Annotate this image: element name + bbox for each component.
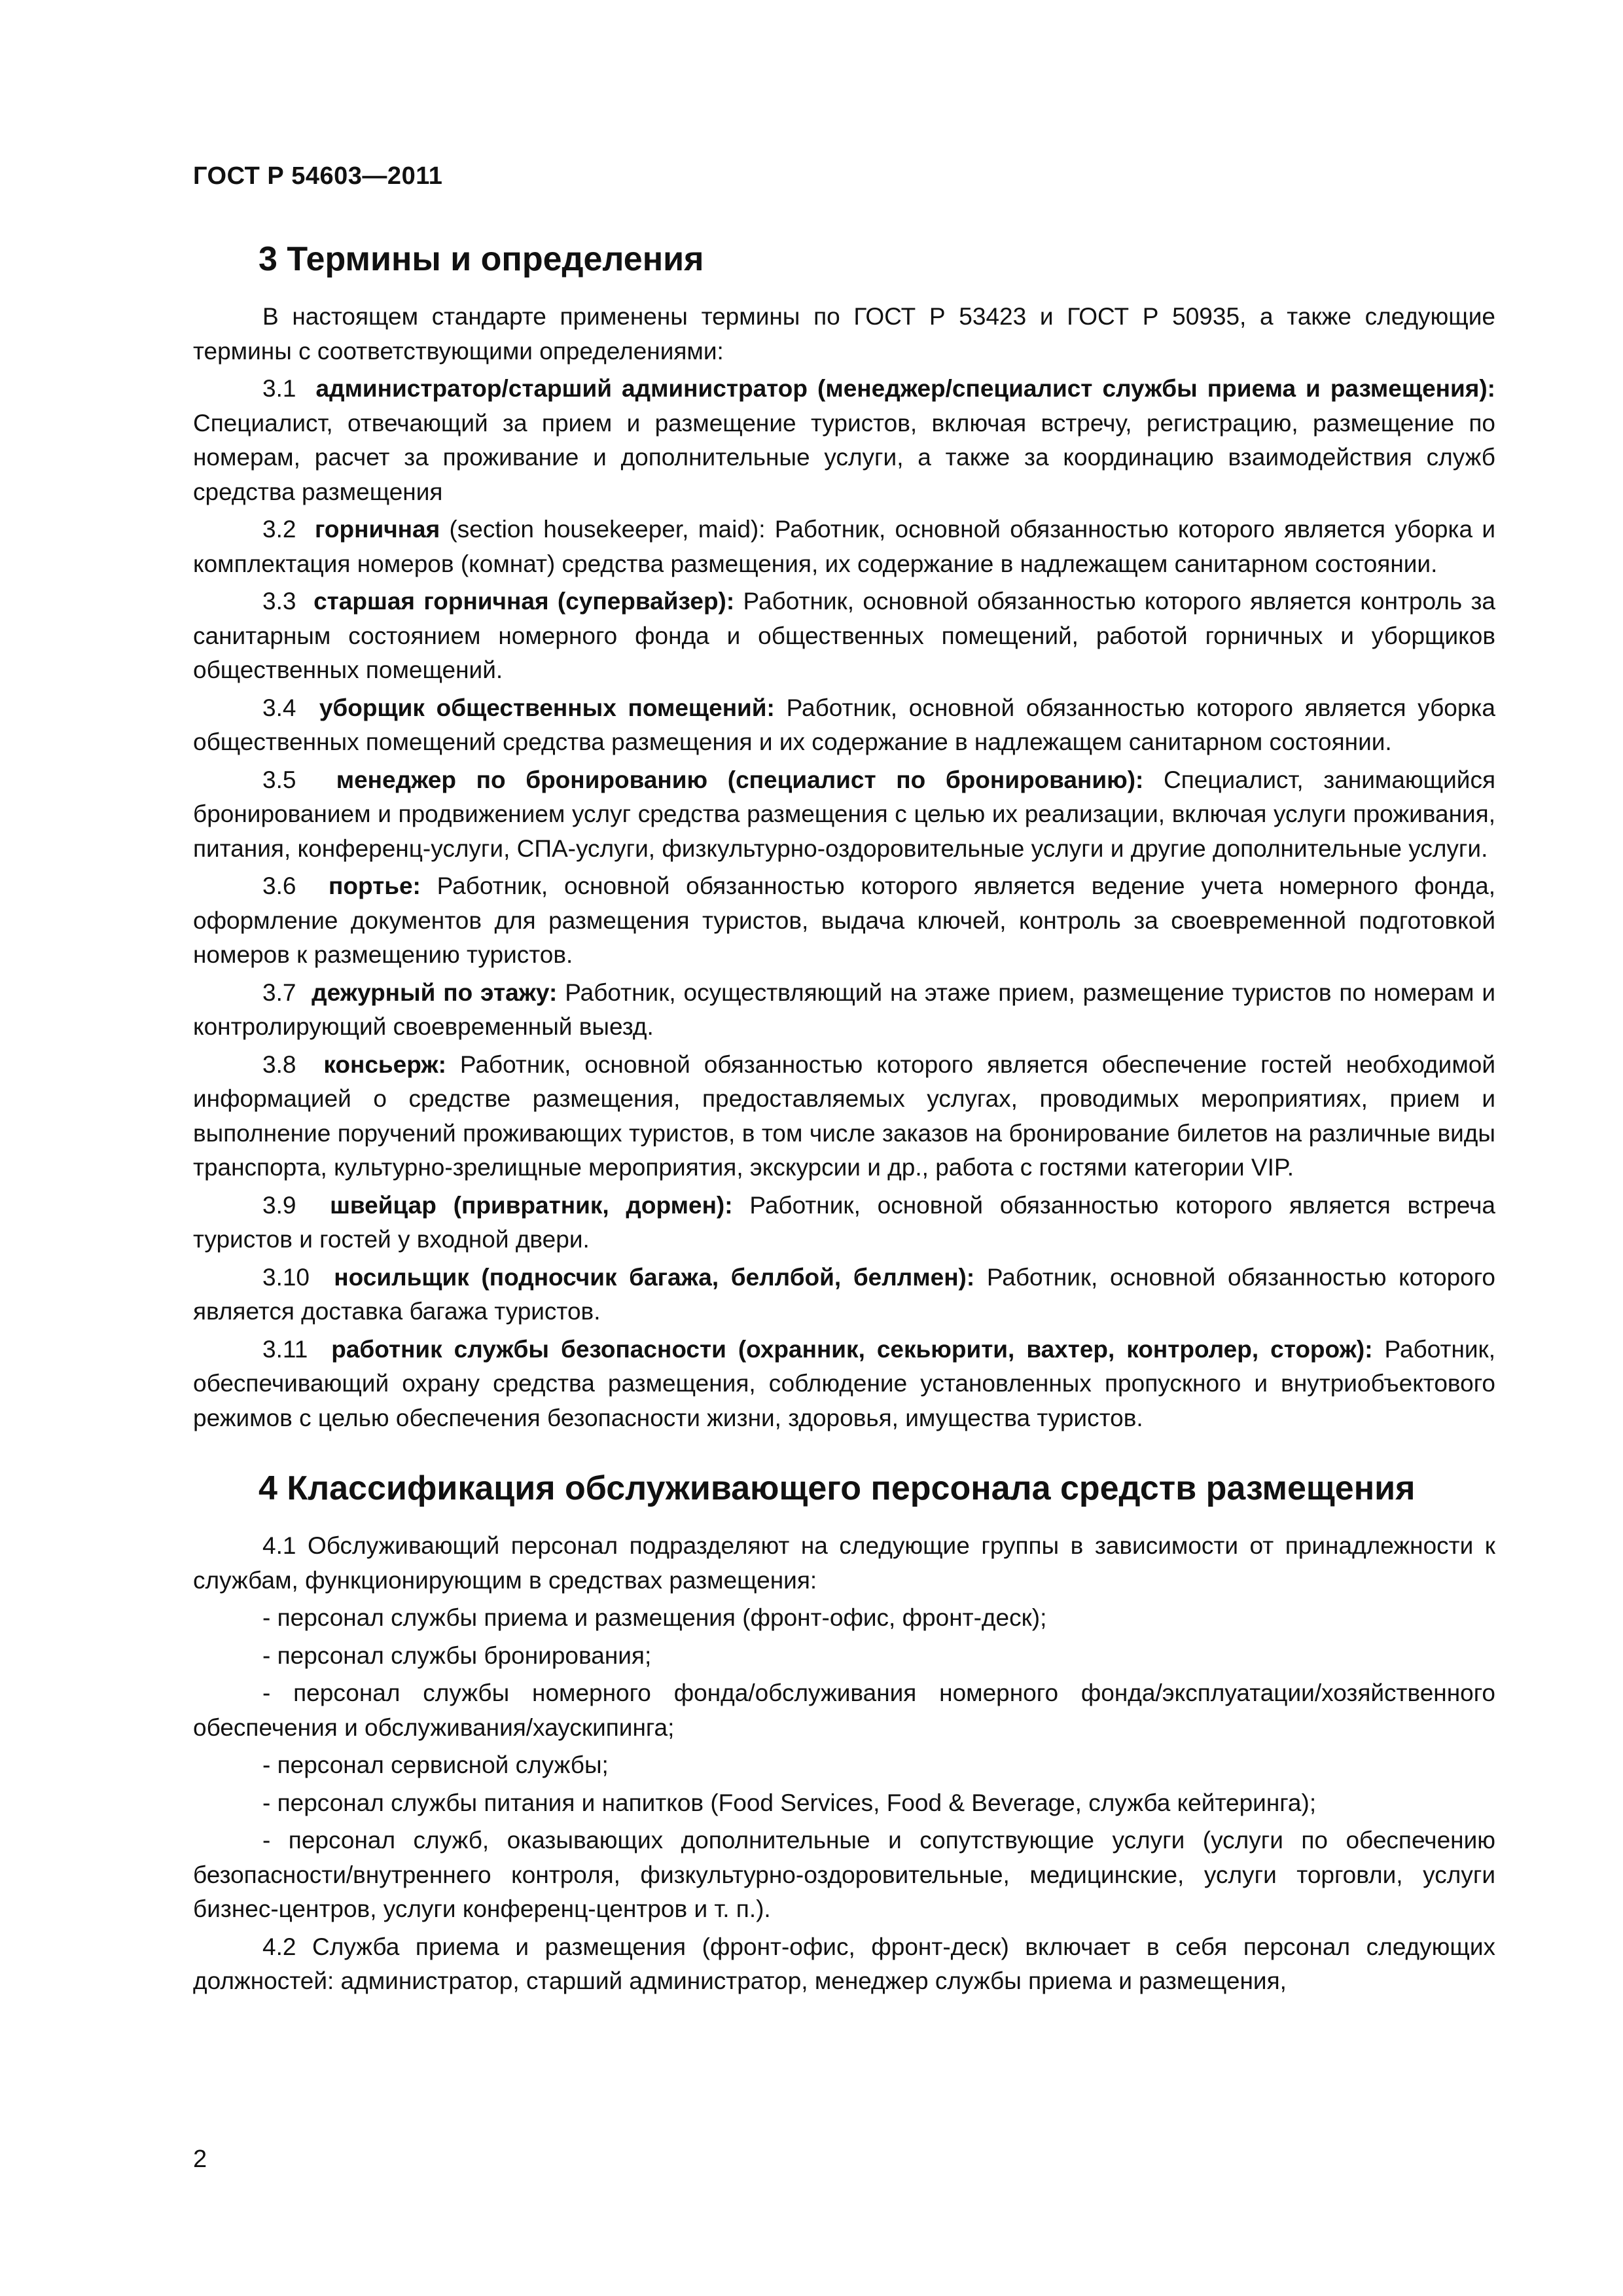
term-text: Работник, основной обязанностью которого является уборка общественных помещений средства размещения и их содержание в надлежащем санитарном состоянии. xyxy=(193,694,1496,755)
term-definition xyxy=(193,584,1495,688)
page-number: 2 xyxy=(193,2145,207,2173)
term-definition xyxy=(193,1261,1495,1329)
section-4-title: 4 Классификация обслуживающего персонала средств размещения xyxy=(259,1469,1416,1507)
term-text: Работник, осуществляющий на этаже прием, размещение туристов по номерам и контролирующий своевременный выезд. xyxy=(193,978,1495,1040)
term-text: Специалист, отвечающий за прием и размещение туристов, включая встречу, регистрацию, размещение по номерам, расчет за проживание и дополнительные услуги, а также за координацию взаимодействия служб средства размещения xyxy=(193,409,1495,505)
term-text: Работник, основной обязанностью которого является встреча туристов и гостей у входной двери. xyxy=(193,1191,1496,1253)
term-number: 3.10 xyxy=(262,1263,310,1291)
section-3-intro: В настоящем стандарте применены термины по ГОСТ Р 53423 и ГОСТ Р 50935, а также следующие термины с соответствующими определениями: xyxy=(193,303,1495,365)
term-text: Работник, основной обязанностью которого является контроль за санитарным состоянием номерного фонда и общественных помещений, работой горничных и уборщиков общественных помещений. xyxy=(193,588,1495,683)
list-item: - персонал службы питания и напитков (Food Services, Food & Beverage, служба кейтеринга); xyxy=(262,1789,1317,1816)
clause-4-2: 4.2 Служба приема и размещения (фронт-офис, фронт-деск) включает в себя персонал следующих должностей: администратор, старший администратор, менеджер службы приема и размещения, xyxy=(193,1933,1495,1994)
term-name: консьерж: xyxy=(323,1050,446,1078)
staff-groups-list xyxy=(193,1601,1495,1927)
term-text: Работник, основной обязанностью которого является доставка багажа туристов. xyxy=(193,1263,1495,1325)
term-number: 3.2 xyxy=(262,516,296,543)
term-name: носильщик (подносчик багажа, беллбой, беллмен): xyxy=(334,1263,975,1291)
list-item: - персонал службы номерного фонда/обслуживания номерного фонда/эксплуатации/хозяйственного обеспечения и обслуживания/хаускипинга; xyxy=(193,1679,1495,1741)
term-text: Работник, основной обязанностью которого является обеспечение гостей необходимой информацией о средстве размещения, предоставляемых услугах, проводимых мероприятиях, прием и выполнение поручений проживающих туристов, в том числе заказов на бронирование билетов на различные виды транспорта, культурно-зрелищные мероприятия, экскурсии и др., работа с гостями категории VIP. xyxy=(193,1050,1496,1181)
term-text: Работник, обеспечивающий охрану средства размещения, соблюдение установленных пропускного и внутриобъектового режимов с целью обеспечения безопасности жизни, здоровья, имущества туристов. xyxy=(193,1335,1496,1431)
section-spacer xyxy=(193,1439,1495,1465)
list-item: - персонал служб, оказывающих дополнительные и сопутствующие услуги (услуги по обеспечению безопасности/внутреннего контроля, физкультурно-оздоровительные, медицинские, услуги торговли, услуги бизнес-центров, услуги конференц-центров и т. п.). xyxy=(193,1827,1495,1922)
term-number: 3.1 xyxy=(262,375,296,402)
term-name: администратор/старший администратор (менеджер/специалист службы приема и размещения): xyxy=(315,375,1496,402)
list-item: - персонал службы приема и размещения (фронт-офис, фронт-деск); xyxy=(262,1604,1047,1631)
term-name: уборщик общественных помещений: xyxy=(319,694,775,721)
term-definition xyxy=(193,512,1495,581)
term-number: 3.5 xyxy=(262,766,296,793)
term-text: Специалист, занимающийся бронированием и продвижением услуг средства размещения с целью их реализации, включая услуги проживания, питания, конференц-услуги, СПА-услуги, физкультурно-оздоровительные услуги и другие дополнительные услуги. xyxy=(193,766,1495,862)
term-name: менеджер по бронированию (специалист по бронированию): xyxy=(336,766,1144,793)
term-name: старшая горничная (супервайзер): xyxy=(313,588,735,615)
term-name: работник службы безопасности (охранник, секьюрити, вахтер, контролер, сторож): xyxy=(331,1335,1373,1363)
term-name: швейцар (привратник, дормен): xyxy=(330,1191,733,1219)
term-number: 3.4 xyxy=(262,694,296,721)
list-item: - персонал сервисной службы; xyxy=(262,1751,609,1778)
term-number: 3.8 xyxy=(262,1050,296,1078)
clause-4-1: 4.1 Обслуживающий персонал подразделяют на следующие группы в зависимости от принадлежности к службам, функционирующим в средствах размещения: xyxy=(193,1532,1495,1594)
term-definition xyxy=(193,869,1495,973)
term-name: горничная xyxy=(314,516,440,543)
term-number: 3.9 xyxy=(262,1191,296,1219)
terms-list xyxy=(193,372,1495,1435)
term-definition xyxy=(193,1189,1495,1257)
term-number: 3.3 xyxy=(262,588,296,615)
term-name: портье: xyxy=(329,872,421,899)
term-text: Работник, основной обязанностью которого является ведение учета номерного фонда, оформление документов для размещения туристов, выдача ключей, контроль за своевременной подготовкой номеров к размещению туристов. xyxy=(193,872,1496,968)
term-definition xyxy=(193,976,1495,1045)
term-number: 3.6 xyxy=(262,872,296,899)
section-3-title: 3 Термины и определения xyxy=(259,240,704,278)
term-text: (section housekeeper, maid): Работник, основной обязанностью которого является уборка и комплектация номеров (комнат) средства размещения, их содержание в надлежащем санитарном состоянии. xyxy=(193,516,1495,577)
term-number: 3.11 xyxy=(262,1335,308,1363)
list-item: - персонал службы бронирования; xyxy=(262,1641,652,1669)
term-definition xyxy=(193,372,1495,509)
term-definition xyxy=(193,1048,1495,1185)
page-content xyxy=(193,236,1495,2002)
term-definition xyxy=(193,691,1495,760)
term-number: 3.7 xyxy=(262,978,296,1006)
term-definition xyxy=(193,1333,1495,1436)
term-name: дежурный по этажу: xyxy=(312,978,558,1006)
document-code: ГОСТ Р 54603—2011 xyxy=(193,162,443,190)
term-definition xyxy=(193,763,1495,867)
